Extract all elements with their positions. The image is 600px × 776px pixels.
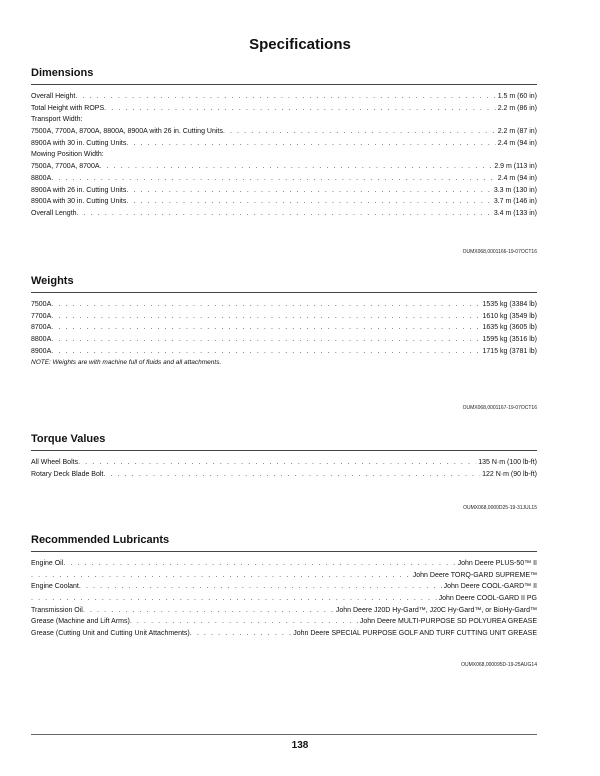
dot-leader [51,311,480,323]
dot-leader [126,185,491,197]
spec-label: 7500A [31,301,52,308]
spec-value: 1610 kg (3549 lb) [482,312,537,320]
spec-row [31,581,537,593]
spec-value: 2.4 m (94 in) [497,174,537,182]
spec-subheading [31,149,537,161]
section-rule [31,450,537,451]
spec-label: Transport Width: [31,116,83,124]
spec-value: John Deere PLUS-50™ II [457,560,537,567]
dot-leader [51,299,480,311]
dot-leader [77,208,492,220]
spec-label: All Wheel Bolts [31,459,79,466]
spec-row [31,322,537,334]
dot-leader [78,457,476,469]
spec-value: John Deere J20D Hy-Gard™, J20C Hy-Gard™, or BioHy-Gard™ [335,606,537,614]
spec-value: 1635 kg (3605 lb) [482,324,537,332]
spec-row [31,334,537,346]
spec-row [31,103,537,115]
section-recommended-lubricants [31,533,537,640]
dot-leader [223,126,496,138]
section-weights [31,274,537,368]
spec-value: 1595 kg (3516 lb) [482,336,537,344]
spec-value: 1715 kg (3781 lb) [482,347,537,355]
spec-row [31,605,537,617]
dot-leader [190,628,291,640]
spec-value: 2.4 m (94 in) [497,139,537,147]
spec-label: Engine Oil [31,560,64,567]
spec-row [31,570,537,582]
spec-label: Overall Length [31,209,77,217]
footer-rule [31,734,537,735]
section-title: Dimensions [31,67,94,79]
reference-code: OUMX068,0001167-19-07OCT16 [462,405,537,411]
spec-label: Rotary Deck Blade Bolt [31,470,104,478]
spec-list [31,457,537,480]
spec-label: Transmission Oil [31,606,83,614]
spec-value: 1.5 m (60 in) [497,93,537,100]
spec-label: Overall Height [31,93,76,100]
spec-row [31,558,537,570]
section-rule [31,84,537,85]
spec-row [31,346,537,358]
spec-label: 7700A [31,312,52,320]
dot-leader [104,103,496,115]
spec-value: John Deere TORQ-GARD SUPREME™ [412,571,537,579]
spec-value: John Deere MULTI-PURPOSE SD POLYUREA GREASE [359,618,537,626]
spec-value: 1535 kg (3384 lb) [482,301,537,308]
reference-code: OUMX068,0000D25-19-31JUL15 [463,505,537,511]
spec-list [31,299,537,368]
spec-subheading [31,114,537,126]
spec-label: Grease (Cutting Unit and Cutting Unit Attachments) [31,630,190,638]
spec-row [31,616,537,628]
spec-row [31,628,537,640]
dot-leader [51,334,480,346]
spec-row [31,457,537,469]
spec-value: 3.3 m (130 in) [493,186,537,194]
spec-label: Grease (Machine and Lift Arms) [31,618,130,626]
spec-label: 8800A [31,336,52,344]
dot-leader [126,138,495,150]
spec-list [31,91,537,220]
dot-leader [51,346,480,358]
spec-value: 122 N·m (90 lb-ft) [482,470,537,478]
spec-value: John Deere SPECIAL PURPOSE GOLF AND TURF CUTTING UNIT GREASE [293,630,537,638]
spec-row [31,91,537,103]
spec-label: 8900A with 30 in. Cutting Units [31,139,127,147]
spec-value: 135 N·m (100 lb-ft) [478,459,537,466]
dot-leader [51,173,495,185]
spec-value: 2.2 m (86 in) [497,104,537,112]
spec-value: John Deere COOL-GARD II PG [438,595,537,603]
spec-value: John Deere COOL-GARD™ II [443,583,537,591]
spec-row [31,173,537,185]
section-rule [31,551,537,552]
spec-label: Total Height with ROPS [31,104,105,112]
note-text: NOTE: Weights are with machine full of fluids and all attachments. [31,359,222,367]
spec-row [31,196,537,208]
dot-leader [51,322,480,334]
spec-row [31,126,537,138]
spec-label: 8700A [31,324,52,332]
spec-label: 8900A [31,347,52,355]
section-rule [31,292,537,293]
spec-label: 8900A with 30 in. Cutting Units [31,198,127,206]
spec-label: 8900A with 26 in. Cutting Units [31,186,127,194]
spec-label: Mowing Position Width: [31,151,104,159]
dot-leader [75,91,495,103]
page-number: 138 [291,740,309,751]
reference-code: OUMX068,000095D-19-25AUG14 [461,662,537,668]
page-title: Specifications [249,36,351,53]
dot-leader [130,616,358,628]
spec-row [31,161,537,173]
spec-value: 2.2 m (87 in) [497,128,537,136]
spec-row [31,299,537,311]
dot-leader [83,605,334,617]
dot-leader [100,161,493,173]
spec-label: Engine Coolant [31,583,79,591]
dot-leader [31,593,437,605]
spec-value: 3.4 m (133 in) [493,209,537,217]
spec-value: 2.9 m (113 in) [494,163,537,171]
spec-label: 8800A [31,174,52,182]
spec-row [31,208,537,220]
spec-row [31,593,537,605]
spec-value: 3.7 m (146 in) [493,198,537,206]
section-title: Torque Values [31,433,106,445]
spec-row [31,469,537,481]
dot-leader [103,469,480,481]
section-torque-values [31,432,537,480]
dot-leader [79,581,442,593]
reference-code: OUMX068,0001166-19-07OCT16 [462,249,537,255]
spec-label: 7500A, 7700A, 8700A [31,163,100,171]
spec-row [31,185,537,197]
dot-leader [126,196,491,208]
spec-row [31,138,537,150]
spec-list [31,558,537,640]
section-title: Weights [31,275,74,287]
spec-label: 7500A, 7700A, 8700A, 8800A, 8900A with 26 in. Cutting Units [31,128,223,136]
section-title: Recommended Lubricants [31,534,170,546]
dot-leader [31,570,411,582]
section-dimensions [31,66,537,220]
dot-leader [63,558,455,570]
spec-row [31,311,537,323]
